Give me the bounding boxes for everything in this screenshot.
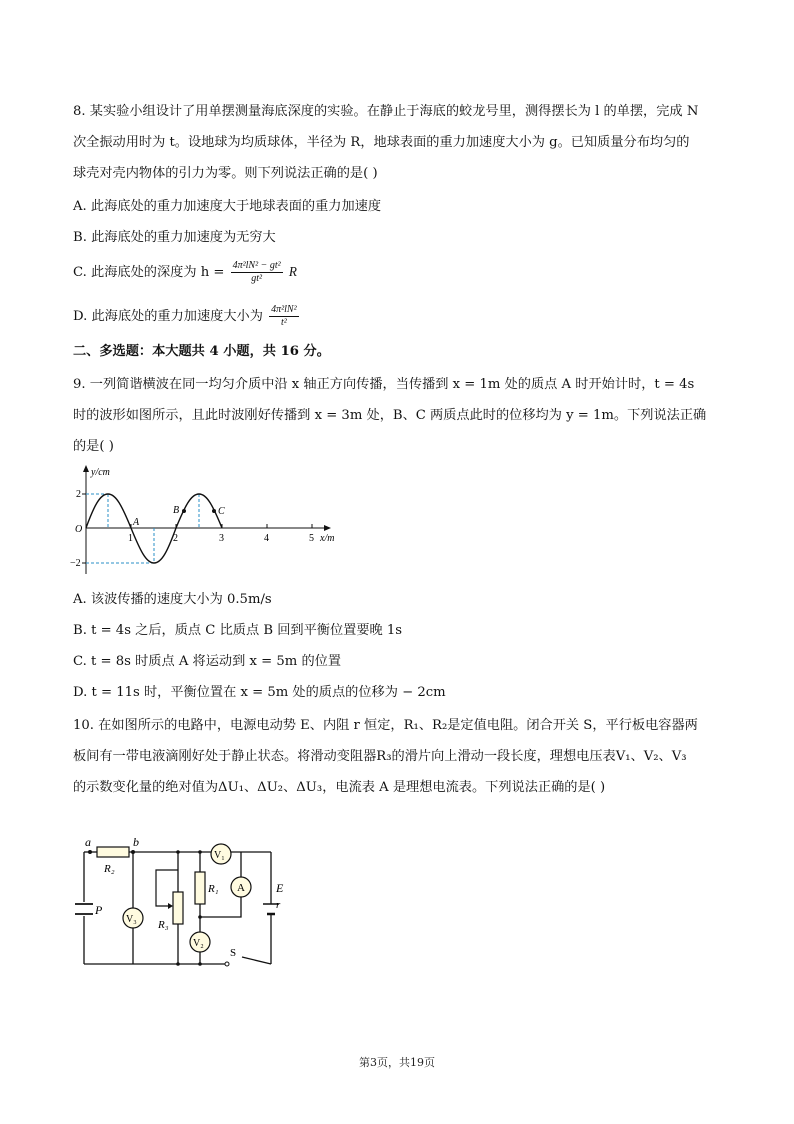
label-p: P [95, 903, 103, 917]
q9-option-d: D. t = 11s 时，平衡位置在 x = 5m 处的质点的位移为 − 2cm [73, 685, 446, 700]
q8-option-b: B. 此海底处的重力加速度为无穷大 [73, 230, 276, 245]
q8-stem-line2: 次全振动用时为 t。设地球为均质球体，半径为 R，地球表面的重力加速度大小为 g。已知质量分布均匀的 [73, 135, 690, 150]
q10-stem-line1: 10. 在如图所示的电路中，电源电动势 E、内阻 r 恒定，R₁、R₂是定值电阻。闭合开关 S，平行板电容器两 [73, 718, 698, 733]
label-e: E [276, 881, 284, 895]
q8-option-d [73, 301, 733, 332]
q8-option-d-prefix: D. 此海底处的重力加速度大小为 [73, 309, 263, 324]
point-c-dot [212, 509, 216, 513]
q9-option-a: A. 该波传播的速度大小为 0.5m/s [73, 592, 272, 607]
graph-y-arrow [83, 465, 89, 472]
q8-option-c-denominator: gt² [251, 273, 263, 284]
graph-x-tick-1: 1 [128, 533, 133, 544]
junction-dot-r1 [198, 915, 202, 919]
point-b-dot [182, 509, 186, 513]
point-c-label: C [218, 506, 225, 517]
q9-stem-line1: 9. 一列简谐横波在同一均匀介质中沿 x 轴正方向传播，当传播到 x = 1m 处的质点 A 时开始计时，t = 4s [73, 377, 695, 392]
graph-x-tick-3: 3 [219, 533, 224, 544]
switch-contact [225, 962, 229, 966]
graph-x-label: x/m [320, 533, 335, 544]
graph-x-arrow [324, 525, 331, 531]
q8-option-c-prefix: C. 此海底处的深度为 h = [73, 265, 225, 280]
circuit-diagram [70, 832, 300, 977]
graph-y-label: y/cm [91, 467, 110, 478]
page-footer: 第3页，共19页 [359, 1056, 435, 1069]
q10-stem-line2: 板间有一带电液滴刚好处于静止状态。将滑动变阻器R₃的滑片向上滑动一段长度，理想电压表V₁、V₂、V₃ [73, 749, 687, 764]
label-r3: R₃ [158, 919, 169, 931]
q10-stem-line3: 的示数变化量的绝对值为ΔU₁、ΔU₂、ΔU₃，电流表 A 是理想电流表。下列说法正确的是( ) [73, 780, 606, 795]
q8-stem-line1: 8. 某实验小组设计了用单摆测量海底深度的实验。在静止于海底的蛟龙号里，测得摆长为 l 的单摆，完成 N [73, 104, 699, 119]
q8-option-c-fraction [231, 260, 283, 285]
label-a: a [85, 835, 91, 849]
resistor-r1 [195, 872, 205, 904]
graph-y-tick-bottom: −2 [70, 558, 81, 569]
label-r: r [276, 899, 281, 911]
q8-option-d-fraction [269, 304, 298, 329]
q8-option-c-suffix: R [288, 264, 297, 279]
graph-x-tick-2: 2 [173, 533, 178, 544]
wire-bottom-right [242, 957, 271, 964]
node-a [88, 850, 92, 854]
point-b-label: B [173, 505, 180, 516]
section-heading-multi-choice: 二、多选题：本大题共 4 小题，共 16 分。 [73, 344, 330, 359]
rheostat-r3 [173, 892, 183, 924]
label-r1: R₁ [208, 883, 219, 895]
q8-option-d-numerator: 4π²lN² [271, 304, 297, 315]
q8-option-c-numerator: 4π²lN² − gt² [232, 260, 281, 271]
q9-stem-line3: 的是( ) [73, 439, 114, 454]
q8-option-c [73, 256, 733, 288]
resistor-r2 [97, 847, 129, 857]
graph-origin-label: O [75, 524, 83, 535]
label-r2: R₂ [104, 863, 115, 875]
label-v3: V₃ [126, 914, 137, 925]
q9-stem-line2: 时的波形如图所示，且此时波刚好传播到 x = 3m 处，B、C 两质点此时的位移均为 y = 1m。下列说法正确 [73, 408, 707, 423]
label-a-meter: A [237, 882, 245, 894]
label-v1: V₁ [214, 850, 225, 861]
label-b: b [133, 835, 139, 849]
point-a-label: A [133, 517, 140, 528]
q8-option-a: A. 此海底处的重力加速度大于地球表面的重力加速度 [73, 199, 382, 214]
graph-x-tick-4: 4 [264, 533, 269, 544]
q9-option-b: B. t = 4s 之后，质点 C 比质点 B 回到平衡位置要晚 1s [73, 623, 403, 638]
graph-y-tick-top: 2 [76, 489, 81, 500]
q8-option-d-denominator: t² [280, 317, 287, 328]
rheostat-slider-arrow [168, 903, 173, 909]
graph-x-tick-5: 5 [309, 533, 314, 544]
wave-graph [70, 462, 350, 582]
q9-option-c: C. t = 8s 时质点 A 将运动到 x = 5m 的位置 [73, 654, 342, 669]
label-s: S [230, 947, 237, 959]
q8-stem-line3: 球壳对壳内物体的引力为零。则下列说法正确的是( ) [73, 166, 378, 181]
label-v2: V₂ [193, 938, 204, 949]
